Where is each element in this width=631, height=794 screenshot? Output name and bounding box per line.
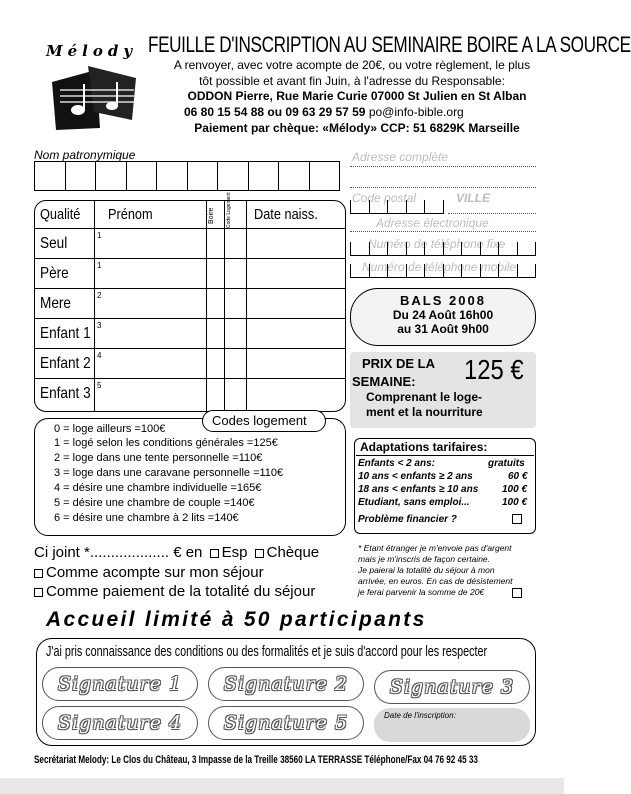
acompte-row <box>34 564 264 581</box>
logo <box>44 40 144 136</box>
col-divider <box>206 200 207 412</box>
row-num: 1 <box>97 261 102 270</box>
signature-3-field[interactable]: Signature 3 <box>374 670 530 704</box>
adapt-value: gratuits <box>488 458 525 469</box>
foreign-checkbox[interactable] <box>512 588 522 598</box>
note-line: je ferai parvenir la somme de 20€ <box>358 587 485 597</box>
esp-label: Esp <box>221 544 248 561</box>
tel-fixe-field[interactable] <box>350 242 536 256</box>
note-line: Je paierai la totalité du séjour à mon <box>358 565 495 575</box>
header-boire: Boire <box>208 207 215 224</box>
header-prenom: Prénom <box>108 206 153 223</box>
date-inscription-label: Date de l'inscription: <box>384 711 456 720</box>
probleme-label: Problème financier ? <box>358 514 457 525</box>
total-checkbox[interactable] <box>34 588 43 597</box>
prix-desc1: Comprenant le loge- <box>366 390 483 404</box>
tel-mobile-field[interactable] <box>350 264 536 278</box>
bals-box <box>350 288 536 346</box>
row-label-enfant1: Enfant 1 <box>40 325 91 342</box>
bottom-strip <box>0 778 564 794</box>
accord-text: J'ai pris connaissance des conditions ou des formalités et je suis d'accord pour les respecter <box>46 643 488 660</box>
row-num: 2 <box>97 291 102 300</box>
prix-desc2: ment et la nourriture <box>366 405 483 419</box>
codes-title: Codes logement <box>212 413 307 428</box>
row-divider <box>34 378 346 379</box>
code-item: 3 = loge dans une caravane personnelle =110€ <box>54 467 284 479</box>
page-title: FEUILLE D'INSCRIPTION AU SEMINAIRE BOIRE A LA SOURCE <box>148 32 631 57</box>
code-postal-placeholder: Code postal <box>352 191 417 205</box>
code-item: 5 = désire une chambre de couple =140€ <box>54 497 255 509</box>
row-num: 4 <box>97 351 102 360</box>
email-placeholder: Adresse électronique <box>376 216 489 230</box>
header-qualite: Qualité <box>40 206 81 223</box>
tel-mobile-placeholder: Numéro de téléphone mobile <box>362 260 517 274</box>
prix-label2: SEMAINE: <box>352 374 416 389</box>
adapt-value: 60 € <box>508 471 528 482</box>
adresse-field-2[interactable] <box>350 187 536 188</box>
logo-text: Mélody <box>46 42 138 60</box>
row-num: 3 <box>97 321 102 330</box>
adapt-label: 18 ans < enfants ≥ 10 ans <box>358 484 479 495</box>
code-postal-field[interactable] <box>350 200 444 214</box>
adapt-label: Etudiant, sans emploi... <box>358 497 470 508</box>
header-line-2: tôt possible et avant fin Juin, à l'adresse du Responsable: <box>199 74 505 88</box>
note-line: arrivée, en euros. En cas de désistement <box>358 576 513 586</box>
row-divider <box>34 228 346 229</box>
prix-amount: 125 € <box>464 354 524 385</box>
prix-label1: PRIX DE LA <box>362 356 435 371</box>
participants-table <box>34 200 346 412</box>
adresse-field[interactable] <box>350 166 536 167</box>
row-label-enfant3: Enfant 3 <box>40 385 91 402</box>
row-divider <box>34 318 346 319</box>
row-divider <box>34 288 346 289</box>
code-item: 1 = logé selon les conditions générales =125€ <box>54 437 278 449</box>
signature-4-field[interactable]: Signature 4 <box>42 706 198 740</box>
probleme-checkbox[interactable] <box>512 514 522 524</box>
row-label-mere: Mere <box>40 295 71 312</box>
row-divider <box>34 258 346 259</box>
row-num: 1 <box>97 231 102 240</box>
header-line-1: A renvoyer, avec votre acompte de 20€, ou votre règlement, le plus <box>173 58 531 72</box>
adapt-value: 100 € <box>502 484 528 495</box>
cheque-label: Chèque <box>266 544 320 561</box>
payment-joint-label: Ci joint *................... € en <box>34 544 203 561</box>
acompte-checkbox[interactable] <box>34 569 43 578</box>
col-divider <box>94 200 95 412</box>
accueil-banner: Accueil limité à 50 participants <box>46 608 427 631</box>
adapt-label: 10 ans < enfants ≥ 2 ans <box>358 471 473 482</box>
header-address: ODDON Pierre, Rue Marie Curie 07000 St Julien en St Alban <box>187 89 527 103</box>
ville-placeholder: VILLE <box>456 191 491 205</box>
footer-text: Secrétariat Melody: Le Clos du Château, 3 Impasse de la Treille 38560 LA TERRASSE Téléphone/Fax 04 76 92 45 33 <box>34 754 478 766</box>
header-contact <box>184 105 464 119</box>
total-row <box>34 583 315 600</box>
note-line: * Etant étranger je m'envoie pas d'argent <box>358 543 512 553</box>
signature-1-field[interactable]: Signature 1 <box>42 667 198 701</box>
ville-field[interactable] <box>448 213 536 214</box>
bals-title: BALS 2008 <box>400 293 486 308</box>
adapt-value: 100 € <box>502 497 528 508</box>
adresse-placeholder: Adresse complète <box>352 150 449 164</box>
row-divider <box>34 348 346 349</box>
bals-line2: au 31 Août 9h00 <box>397 322 489 336</box>
header-code-logement: Code Logement <box>226 192 232 228</box>
note-line: mais je m'inscris de façon certaine. <box>358 554 491 564</box>
header-payment: Paiement par chèque: «Mélody» CCP: 51 6829K Marseille <box>194 121 520 135</box>
payment-joint-row <box>34 544 319 561</box>
nom-field[interactable] <box>34 161 340 191</box>
code-item: 0 = loge ailleurs =100€ <box>54 423 166 435</box>
row-num: 5 <box>97 381 102 390</box>
header-email: po@info-bible.org <box>368 105 464 119</box>
code-item: 2 = loge dans une tente personnelle =110€ <box>54 452 263 464</box>
col-divider <box>224 200 225 412</box>
foreign-note <box>358 543 513 598</box>
row-label-seul: Seul <box>40 235 68 252</box>
cheque-checkbox[interactable] <box>255 549 264 558</box>
signature-2-field[interactable]: Signature 2 <box>208 667 364 701</box>
tel-fixe-placeholder: Numéro de téléphone fixe <box>368 237 506 251</box>
col-divider <box>246 200 247 412</box>
nom-label: Nom patronymique <box>34 148 136 162</box>
signature-5-field[interactable]: Signature 5 <box>208 706 364 740</box>
total-label: Comme paiement de la totalité du séjour <box>46 583 316 600</box>
code-item: 6 = désire une chambre à 2 lits =140€ <box>54 512 239 524</box>
row-label-pere: Père <box>40 265 69 282</box>
esp-checkbox[interactable] <box>210 549 219 558</box>
adaptations-divider <box>356 455 534 456</box>
code-item: 4 = désire une chambre individuelle =165€ <box>54 482 262 494</box>
email-field[interactable] <box>350 231 536 232</box>
header-phones: 06 80 15 54 88 ou 09 63 29 57 59 <box>184 105 366 119</box>
header-date-naiss: Date naiss. <box>254 206 318 223</box>
acompte-label: Comme acompte sur mon séjour <box>46 564 264 581</box>
adapt-label: Enfants < 2 ans: <box>358 458 435 469</box>
music-logo-icon <box>48 60 140 134</box>
row-label-enfant2: Enfant 2 <box>40 355 91 372</box>
adaptations-title: Adaptations tarifaires: <box>360 440 488 454</box>
bals-line1: Du 24 Août 16h00 <box>392 308 494 322</box>
